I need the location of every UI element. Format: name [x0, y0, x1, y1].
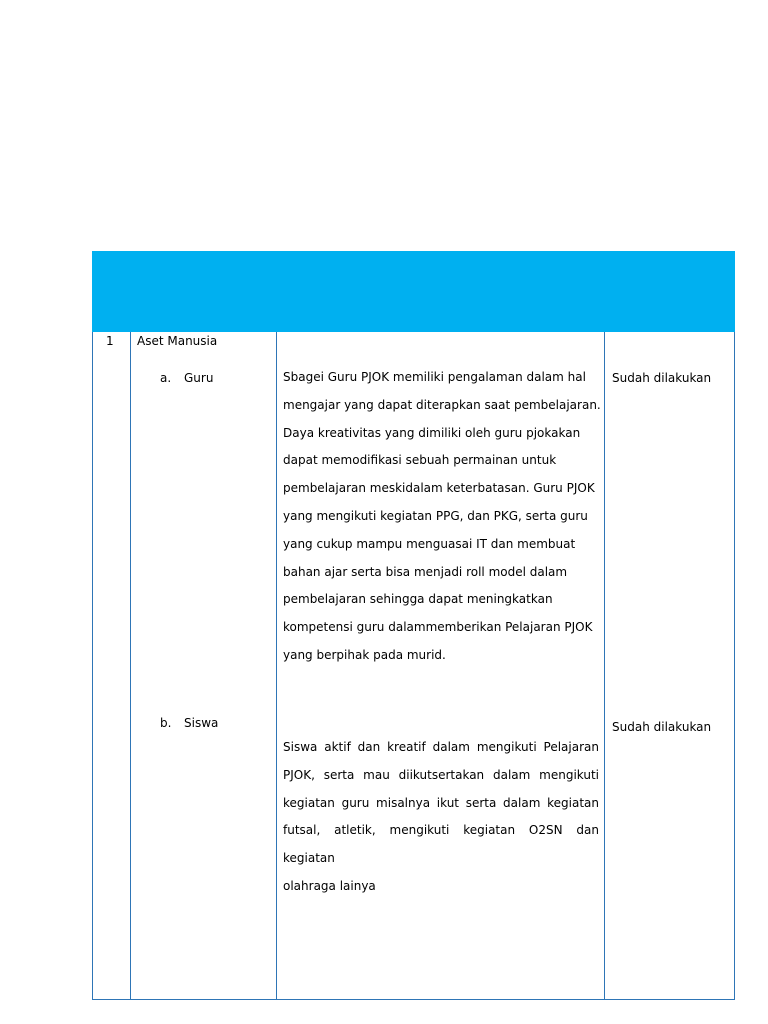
- header-cell-description: [276, 251, 604, 332]
- row-title: Aset Manusia: [137, 334, 218, 348]
- column-divider-1: [130, 332, 131, 1000]
- description-line: Siswa aktif dan kreatif dalam mengikuti Pelajaran: [283, 740, 599, 754]
- item-b-status: Sudah dilakukan: [612, 720, 712, 734]
- description-line: futsal, atletik, mengikuti kegiatan O2SN dan kegiatan: [283, 823, 599, 866]
- description-line: PJOK, serta mau diikutsertakan dalam mengikuti: [283, 767, 599, 782]
- header-cell-number: [92, 251, 130, 332]
- item-b-marker: b.: [160, 716, 172, 730]
- description-line: yang berpihak pada murid.: [283, 647, 446, 662]
- item-b-description: [283, 734, 599, 901]
- description-line: kegiatan guru misalnya ikut serta dalam kegiatan: [283, 795, 599, 810]
- description-line: dapat memodifikasi sebuah permainan untuk: [283, 453, 557, 468]
- description-line: yang mengikuti kegiatan PPG, dan PKG, serta guru: [283, 508, 588, 523]
- description-line: yang cukup mampu menguasai IT dan membuat: [283, 536, 576, 551]
- item-a-marker: a.: [160, 371, 172, 385]
- description-line: mengajar yang dapat diterapkan saat pembelajaran.: [283, 397, 601, 412]
- header-cell-aspect: [130, 251, 276, 332]
- column-divider-2: [276, 332, 277, 1000]
- description-line: bahan ajar serta bisa menjadi roll model dalam: [283, 564, 568, 579]
- column-divider-3: [604, 332, 605, 1000]
- description-line: Daya kreativitas yang dimiliki oleh guru pjokakan: [283, 425, 581, 440]
- description-line: pembelajaran sehingga dapat meningkatkan: [283, 592, 553, 607]
- description-line: kompetensi guru dalammemberikan Pelajaran PJOK: [283, 620, 593, 635]
- description-line: pembelajaran meskidalam keterbatasan. Guru PJOK: [283, 481, 595, 496]
- description-line: olahraga lainya: [283, 878, 376, 893]
- table-border-right: [734, 332, 735, 1000]
- description-line: Sbagei Guru PJOK memiliki pengalaman dalam hal: [283, 370, 586, 384]
- table-border-bottom: [92, 999, 735, 1000]
- table-header-row: [92, 251, 735, 332]
- header-cell-status: [604, 251, 735, 332]
- item-b-label: Siswa: [184, 716, 219, 730]
- item-a-label: Guru: [184, 371, 214, 385]
- row-number: 1: [106, 334, 114, 348]
- item-a-description: [283, 364, 599, 670]
- table-border-left: [92, 332, 93, 1000]
- item-a-status: Sudah dilakukan: [612, 371, 712, 385]
- asset-table: [92, 251, 735, 1000]
